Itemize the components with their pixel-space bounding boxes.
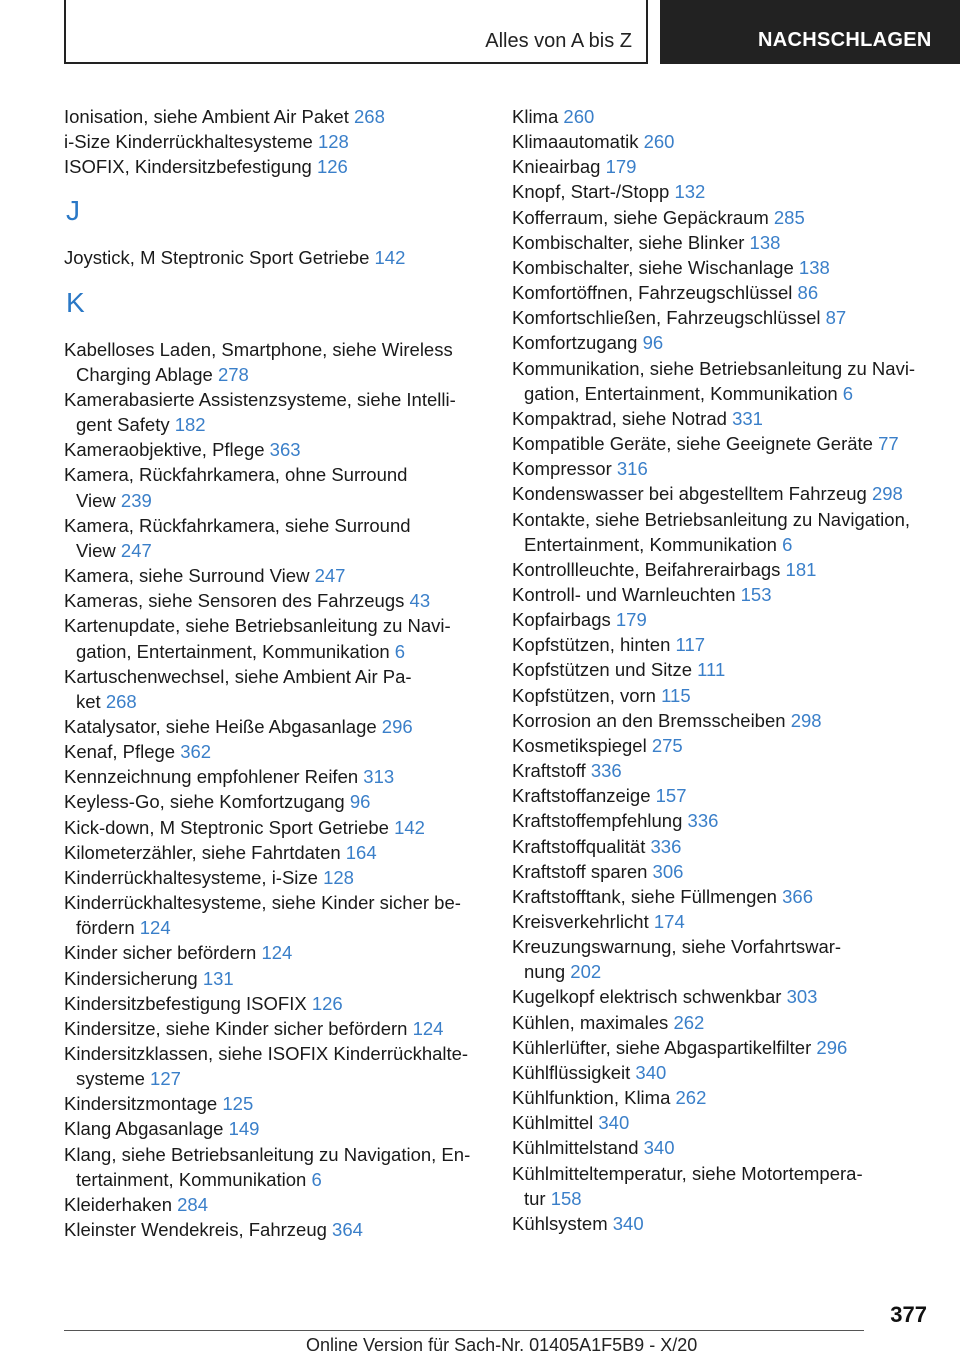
index-entry [512, 808, 932, 833]
page-reference-link[interactable]: 313 [363, 766, 395, 788]
index-entry [512, 632, 932, 657]
index-entry-text: Keyless-Go, siehe Komfortzugang [64, 791, 345, 813]
index-entry-text: Kindersitzbefestigung ISOFIX [64, 992, 307, 1014]
page-reference-link[interactable]: 128 [323, 866, 354, 888]
page-reference-link[interactable]: 86 [797, 282, 819, 304]
index-entry [64, 991, 484, 1016]
page-reference-link[interactable]: 142 [374, 247, 406, 269]
index-entry-text: Komfortöffnen, Fahrzeugschlüssel [512, 282, 793, 304]
index-entry-text: Kameraobjektive, Pflege [64, 439, 265, 461]
page-reference-link[interactable]: 275 [651, 734, 683, 756]
page-reference-link[interactable]: 126 [316, 156, 348, 178]
index-entry-text: Kindersitzmontage [64, 1093, 218, 1115]
index-entry [64, 840, 484, 865]
index-entry [512, 255, 932, 280]
index-entry-text: Kommunikation, siehe Betriebsanleitung zu Navi- gation, Entertainment, Kommunikation [512, 357, 916, 404]
index-entry-text: Kombischalter, siehe Blinker [512, 231, 745, 253]
index-entry [64, 129, 484, 154]
index-entry [512, 129, 932, 154]
index-entry-text: Kopfairbags [512, 609, 611, 631]
index-entry-text: Kindersitzklassen, siehe ISOFIX Kinderrückhalte- systeme [64, 1043, 469, 1090]
index-entry [64, 865, 484, 890]
page-reference-link[interactable]: 316 [616, 458, 648, 480]
index-entry [512, 1135, 932, 1160]
index-entry-text: Kraftstoff [512, 760, 586, 782]
index-entry [64, 1016, 484, 1041]
index-entry [512, 154, 932, 179]
index-entry [64, 513, 484, 563]
index-entry [512, 179, 932, 204]
page-reference-link[interactable]: 138 [749, 231, 781, 253]
index-entry-text: Knieairbag [512, 156, 601, 178]
page-reference-link[interactable]: 96 [642, 332, 664, 354]
index-entry [512, 305, 932, 330]
page-reference-link[interactable]: 336 [590, 760, 622, 782]
index-entry-text: Kartuschenwechsel, siehe Ambient Air Pa- ket [64, 665, 412, 712]
index-entry [64, 154, 484, 179]
page-reference-link[interactable]: 6 [394, 640, 406, 662]
page-reference-link[interactable]: 296 [816, 1036, 848, 1058]
page-reference-link[interactable]: 132 [674, 181, 706, 203]
index-entry [64, 1142, 484, 1192]
page-reference-link[interactable]: 278 [217, 363, 249, 385]
index-entry-text: i-Size Kinderrückhaltesysteme [64, 131, 313, 153]
index-entry [64, 588, 484, 613]
page-reference-link[interactable]: 6 [311, 1168, 322, 1190]
index-entry-text: Kompaktrad, siehe Notrad [512, 407, 727, 429]
index-entry [64, 789, 484, 814]
page-reference-link[interactable]: 43 [409, 590, 431, 612]
page-reference-link[interactable]: 298 [871, 483, 903, 505]
index-entry-text: Kühlmittel [512, 1112, 594, 1134]
page-reference-link[interactable]: 262 [673, 1011, 705, 1033]
page-reference-link[interactable]: 127 [150, 1068, 181, 1090]
index-entry [64, 1116, 484, 1141]
page-reference-link[interactable]: 182 [174, 414, 206, 436]
index-entry [512, 1010, 932, 1035]
page-reference-link[interactable]: 158 [550, 1187, 582, 1209]
page-reference-link[interactable]: 284 [177, 1193, 209, 1215]
page-reference-link[interactable]: 128 [317, 131, 349, 153]
index-entry-text: Kühlmittelstand [512, 1137, 639, 1159]
page-reference-link[interactable]: 336 [687, 810, 719, 832]
index-entry [64, 890, 484, 940]
index-entry [64, 462, 484, 512]
index-entry-text: Kleiderhaken [64, 1193, 172, 1215]
index-entry-text: Kraftstoffqualität [512, 835, 646, 857]
index-entry [512, 934, 932, 984]
index-entry [512, 230, 932, 255]
index-entry [64, 1192, 484, 1217]
page-reference-link[interactable]: 179 [605, 156, 637, 178]
index-entry-text: Kreuzungswarnung, siehe Vorfahrtswar- nung [512, 936, 842, 983]
index-entry [512, 607, 932, 632]
page-reference-link[interactable]: 179 [615, 609, 647, 631]
page-reference-link[interactable]: 96 [349, 791, 371, 813]
index-entry-text: Klang, siehe Betriebsanleitung zu Navigation, En- tertainment, Kommunikation [64, 1143, 471, 1190]
page-reference-link[interactable]: 262 [675, 1087, 707, 1109]
index-entry [512, 683, 932, 708]
index-entry-text: Kopfstützen und Sitze [512, 659, 692, 681]
index-entry [64, 764, 484, 789]
page-reference-link[interactable]: 6 [782, 533, 793, 555]
page-reference-link[interactable]: 6 [842, 382, 854, 404]
index-entry [64, 613, 484, 663]
index-entry-text: Kontrollleuchte, Beifahrerairbags [512, 558, 781, 580]
index-entry-text: Kartenupdate, siehe Betriebsanleitung zu Navi- gation, Entertainment, Kommunikation [64, 615, 451, 662]
index-entry-text: Kreisverkehrlicht [512, 911, 649, 932]
index-entry-text: Komfortschließen, Fahrzeugschlüssel [512, 307, 821, 329]
page-reference-link[interactable]: 124 [412, 1017, 444, 1039]
index-letter-heading: J [66, 195, 80, 227]
index-entry-text: Kopfstützen, vorn [512, 684, 656, 706]
index-entry [64, 714, 484, 739]
section-title: NACHSCHLAGEN [758, 29, 932, 51]
page-reference-link[interactable]: 124 [139, 917, 171, 939]
page-reference-link[interactable]: 87 [825, 307, 847, 329]
page-reference-link[interactable]: 306 [652, 860, 684, 882]
index-entry [512, 859, 932, 884]
index-entry-text: Kinderrückhaltesysteme, i-Size [64, 866, 318, 888]
index-entry-text: Kondenswasser bei abgestelltem Fahrzeug [512, 483, 867, 505]
page-reference-link[interactable]: 247 [314, 565, 346, 587]
index-entry [512, 758, 932, 783]
index-entry [64, 966, 484, 991]
index-entry [512, 984, 932, 1009]
index-entry-text: Kugelkopf elektrisch schwenkbar [512, 986, 782, 1008]
index-entry [64, 387, 484, 437]
index-entry [512, 507, 932, 557]
index-entry-text: Joystick, M Steptronic Sport Getriebe [64, 247, 370, 269]
page-number: 377 [890, 1302, 927, 1327]
page-reference-link[interactable]: 364 [332, 1219, 363, 1241]
header-chapter-box [64, 0, 648, 64]
page-reference-link[interactable]: 149 [228, 1118, 260, 1140]
page-reference-link[interactable]: 239 [120, 489, 152, 511]
index-entry-text: Kühlfunktion, Klima [512, 1087, 671, 1109]
index-entry [512, 783, 932, 808]
index-entry-text: Kombischalter, siehe Wischanlage [512, 256, 794, 278]
chapter-title: Alles von A bis Z [485, 30, 632, 52]
index-column-right [512, 104, 932, 1236]
page-reference-link[interactable]: 157 [655, 785, 687, 807]
index-entry-text: Kosmetikspiegel [512, 734, 647, 756]
index-entry [512, 909, 932, 934]
index-entry-text: Ionisation, siehe Ambient Air Paket [64, 106, 349, 127]
index-entry [64, 245, 484, 270]
index-entry [64, 563, 484, 588]
page-reference-link[interactable]: 181 [785, 558, 817, 580]
index-entry [512, 280, 932, 305]
page-reference-link[interactable]: 153 [740, 583, 772, 605]
index-entry [512, 708, 932, 733]
index-entry-text: Kraftstoffanzeige [512, 785, 651, 807]
header-section-box [660, 0, 960, 64]
index-entry-text: Kraftstoff sparen [512, 860, 648, 882]
index-entry-text: Kick-down, M Steptronic Sport Getriebe [64, 816, 389, 838]
index-entry [64, 104, 484, 129]
index-entry-text: Korrosion an den Bremsscheiben [512, 709, 786, 731]
index-column-left [64, 104, 484, 1242]
index-entry [64, 940, 484, 965]
page-reference-link[interactable]: 298 [790, 709, 822, 731]
index-entry-text: Kühlmitteltemperatur, siehe Motortempera- tur [512, 1162, 863, 1209]
index-entry [512, 356, 932, 406]
index-entry-text: Kenaf, Pflege [64, 741, 176, 763]
index-entry-text: Kompatible Geräte, siehe Geeignete Geräte [512, 433, 873, 455]
index-entry [512, 456, 932, 481]
page-reference-link[interactable]: 296 [381, 715, 413, 737]
index-entry-text: ISOFIX, Kindersitzbefestigung [64, 156, 312, 178]
index-entry [512, 582, 932, 607]
page-reference-link[interactable]: 340 [643, 1137, 675, 1159]
index-entry [512, 431, 932, 456]
page-reference-link[interactable]: 340 [598, 1112, 630, 1134]
index-entry [64, 337, 484, 387]
page-reference-link[interactable]: 174 [653, 911, 685, 932]
index-entry [64, 739, 484, 764]
page-reference-link[interactable]: 142 [394, 816, 425, 838]
page-reference-link[interactable]: 340 [635, 1061, 667, 1083]
page-reference-link[interactable]: 126 [311, 992, 343, 1014]
page-reference-link[interactable]: 138 [798, 256, 830, 278]
page-reference-link[interactable]: 117 [675, 634, 706, 656]
page-reference-link[interactable]: 247 [120, 539, 152, 561]
index-entry-text: Kilometerzähler, siehe Fahrtdaten [64, 841, 341, 863]
page-reference-link[interactable]: 115 [661, 684, 691, 706]
index-entry-text: Klang Abgasanlage [64, 1118, 224, 1140]
page-reference-link[interactable]: 363 [269, 439, 301, 461]
index-entry-text: Kühlen, maximales [512, 1011, 669, 1033]
index-entry [512, 657, 932, 682]
page-reference-link[interactable]: 268 [105, 690, 137, 712]
index-entry-text: Knopf, Start-/Stopp [512, 181, 670, 203]
index-entry [64, 815, 484, 840]
index-entry [512, 1110, 932, 1135]
footer-divider [64, 1330, 864, 1331]
index-entry-text: Kontakte, siehe Betriebsanleitung zu Navigation, Entertainment, Kommunikation [512, 508, 911, 555]
page-reference-link[interactable]: 260 [643, 131, 675, 153]
index-entry-text: Kompressor [512, 458, 612, 480]
index-entry [512, 330, 932, 355]
index-entry-text: Klimaautomatik [512, 131, 639, 153]
index-entry-text: Kontroll- und Warnleuchten [512, 583, 736, 605]
page-reference-link[interactable]: 202 [570, 961, 602, 983]
page-reference-link[interactable]: 285 [773, 206, 805, 228]
page-reference-link[interactable]: 336 [650, 835, 682, 857]
index-entry [64, 1217, 484, 1242]
page-reference-link[interactable]: 303 [786, 986, 818, 1008]
index-entry [512, 733, 932, 758]
index-entry-text: Kameras, siehe Sensoren des Fahrzeugs [64, 590, 405, 612]
index-entry-text: Kraftstoffempfehlung [512, 810, 683, 832]
index-entry [512, 1211, 932, 1236]
page-reference-link[interactable]: 260 [563, 106, 595, 127]
index-entry [512, 1035, 932, 1060]
index-entry [64, 437, 484, 462]
footer-text: Online Version für Sach-Nr. 01405A1F5B9 - X/20 [306, 1335, 698, 1355]
page-reference-link[interactable]: 124 [261, 942, 293, 964]
index-entry [512, 481, 932, 506]
index-entry-text: Kofferraum, siehe Gepäckraum [512, 206, 769, 228]
page-reference-link[interactable]: 268 [354, 106, 385, 127]
index-entry [512, 1085, 932, 1110]
page-reference-link[interactable]: 331 [732, 407, 763, 429]
index-entry [512, 834, 932, 859]
page-reference-link[interactable]: 131 [202, 967, 234, 989]
index-entry-text: Kühlerlüfter, siehe Abgaspartikelfilter [512, 1036, 812, 1058]
page-reference-link[interactable]: 362 [180, 741, 212, 763]
page-reference-link[interactable]: 125 [222, 1093, 254, 1115]
index-entry [512, 205, 932, 230]
index-entry-text: Katalysator, siehe Heiße Abgasanlage [64, 715, 377, 737]
index-entry [64, 1041, 484, 1091]
page-reference-link[interactable]: 111 [697, 659, 726, 681]
index-entry [512, 1161, 932, 1211]
index-entry-text: Kleinster Wendekreis, Fahrzeug [64, 1219, 327, 1241]
index-entry-text: Klima [512, 106, 559, 127]
index-entry-text: Kühlsystem [512, 1212, 608, 1234]
page-reference-link[interactable]: 77 [878, 433, 899, 455]
index-letter-heading: K [66, 286, 85, 318]
index-entry-text: Kinderrückhaltesysteme, siehe Kinder sicher be- fördern [64, 892, 461, 939]
page-reference-link[interactable]: 340 [612, 1212, 644, 1234]
index-entry-text: Kühlflüssigkeit [512, 1061, 631, 1083]
index-entry [512, 884, 932, 909]
page-reference-link[interactable]: 366 [782, 885, 813, 907]
index-entry-text: Kamera, Rückfahrkamera, siehe Surround View [64, 514, 411, 561]
index-entry-text: Kindersicherung [64, 967, 198, 989]
index-entry [64, 1091, 484, 1116]
index-entry [512, 557, 932, 582]
index-entry-text: Kinder sicher befördern [64, 942, 257, 964]
page-reference-link[interactable]: 164 [345, 841, 377, 863]
index-entry-text: Kennzeichnung empfohlener Reifen [64, 766, 359, 788]
index-entry-text: Kraftstofftank, siehe Füllmengen [512, 885, 777, 907]
index-entry-text: Kamerabasierte Assistenzsysteme, siehe Intelli- gent Safety [64, 388, 456, 436]
index-entry [64, 664, 484, 714]
index-entry-text: Komfortzugang [512, 332, 638, 354]
index-entry [512, 104, 932, 129]
index-entry-text: Kamera, siehe Surround View [64, 565, 310, 587]
index-entry [512, 1060, 932, 1085]
index-entry-text: Kamera, Rückfahrkamera, ohne Surround View [64, 464, 408, 511]
index-entry [512, 406, 932, 431]
index-entry-text: Kabelloses Laden, Smartphone, siehe Wireless Charging Ablage [64, 338, 453, 385]
index-entry-text: Kindersitze, siehe Kinder sicher befördern [64, 1017, 408, 1039]
index-entry-text: Kopfstützen, hinten [512, 634, 671, 656]
